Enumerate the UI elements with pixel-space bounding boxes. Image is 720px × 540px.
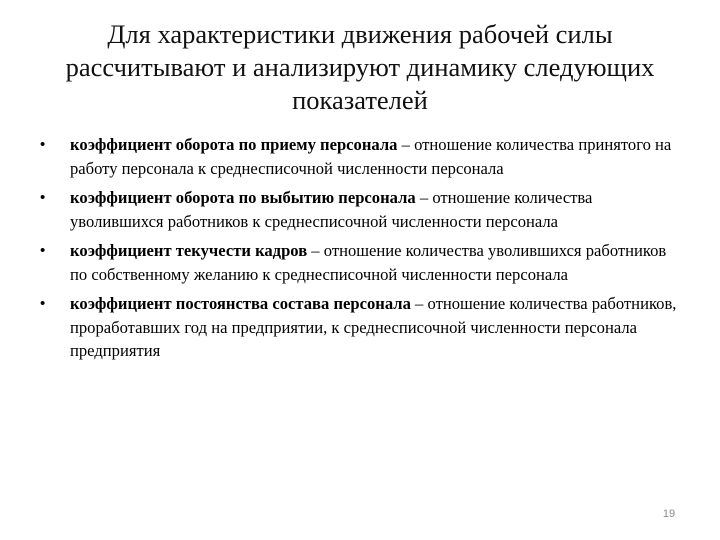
definition-text: – отношение количества уволившихся работников к среднесписочной численности персонала [70,188,593,231]
term-label: коэффициент постоянства состава персонала [70,294,411,313]
slide-title: Для характеристики движения рабочей силы рассчитывают и анализируют динамику следующих показателей [65,19,655,115]
bullet-icon: • [40,295,46,312]
bullet-item [40,186,680,233]
bullet-item [40,133,680,180]
definition-text: – отношение количества работников, проработавших год на предприятии, к среднесписочной численности персонала предприятия [70,294,677,360]
page-number: 19 [662,508,676,520]
bullet-item [40,239,680,286]
bullet-icon: • [40,136,46,153]
definition-text: – отношение количества принятого на работу персонала к среднесписочной численности персонала [70,135,672,178]
term-label: коэффициент оборота по выбытию персонала [70,188,416,207]
bullet-icon: • [40,242,46,259]
bullet-item [40,292,680,363]
term-label: коэффициент оборота по приему персонала [70,135,398,154]
bullet-icon: • [40,189,46,206]
bullet-list [40,133,680,369]
term-label: коэффициент текучести кадров [70,241,308,260]
definition-text: – отношение количества уволившихся работников по собственному желанию к среднесписочной численности персонала [70,241,667,284]
